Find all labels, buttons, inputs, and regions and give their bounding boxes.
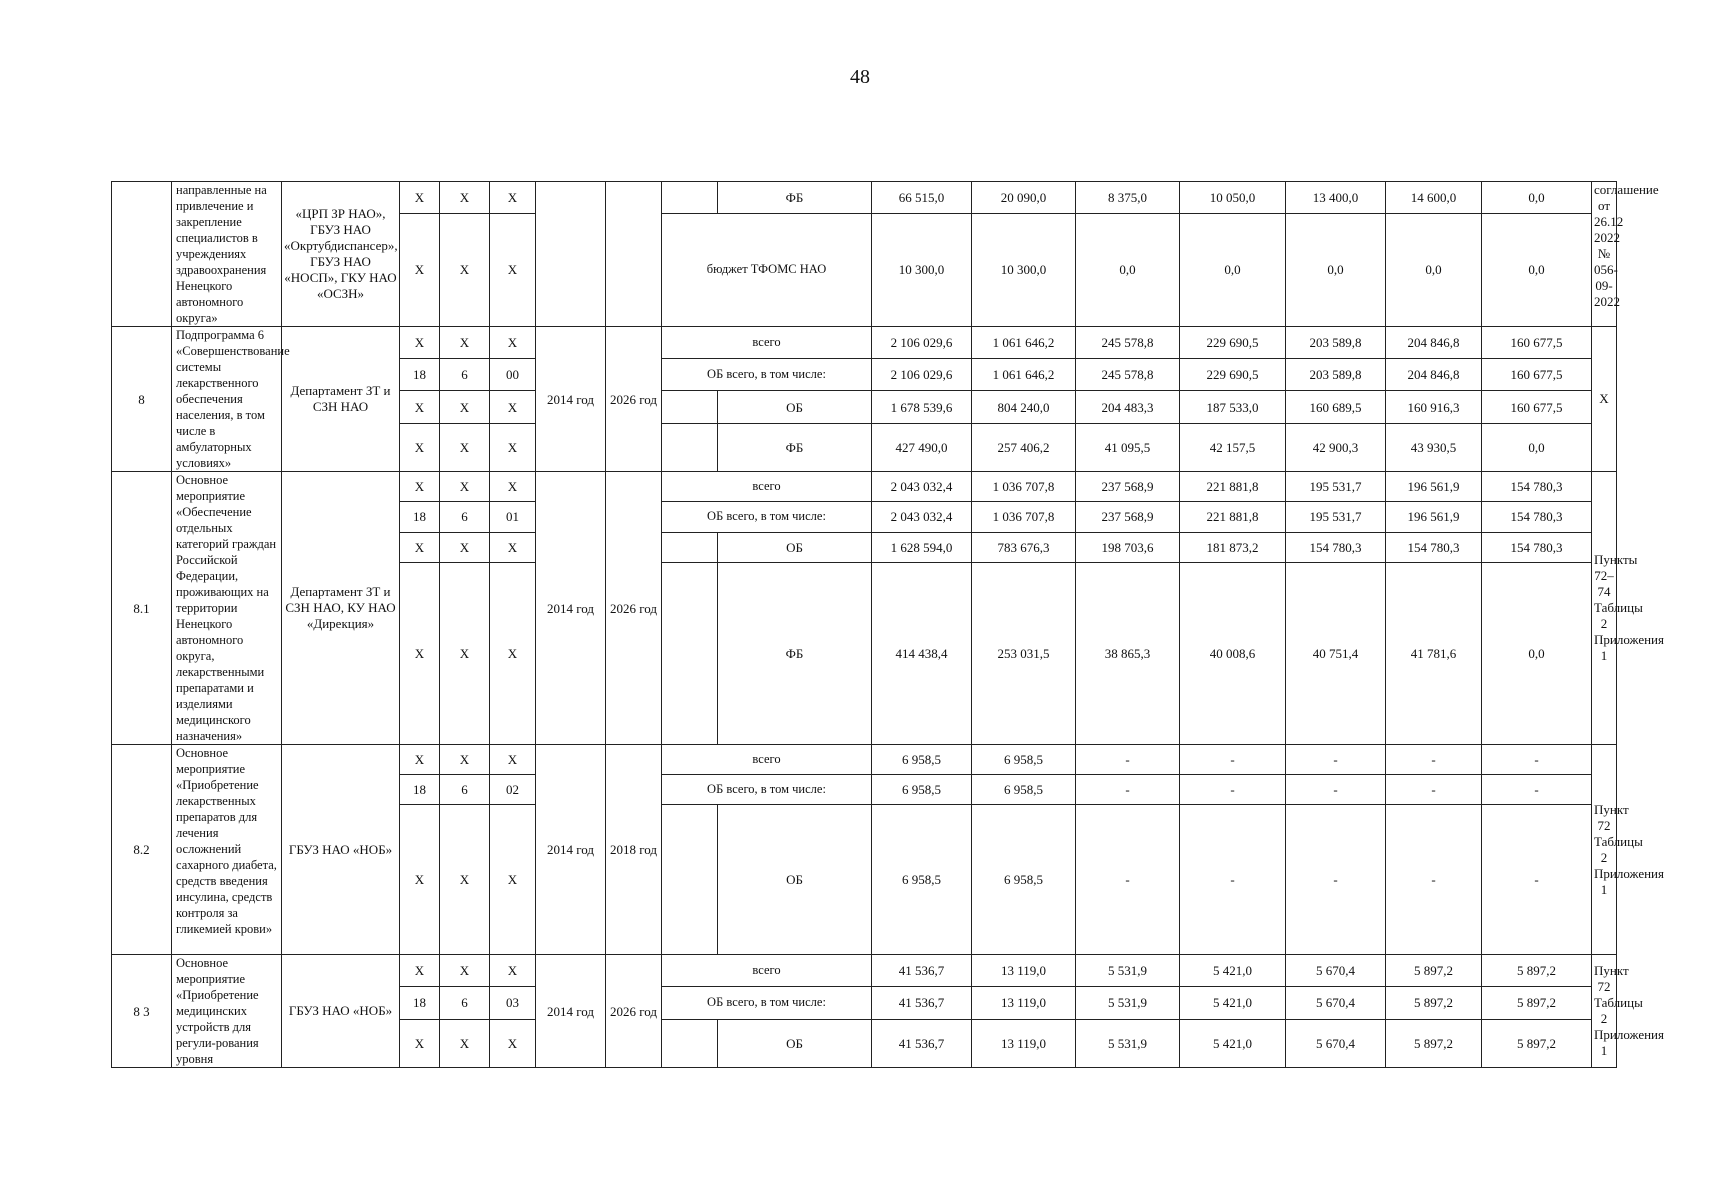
amount-y2024: 10 050,0 [1180,182,1286,214]
code-col-3: 01 [490,502,536,532]
section-note: Пункт 72 Таблицы 2 Приложения 1 [1592,745,1617,955]
amount-y2023: 0,0 [1076,213,1180,326]
amount-y2026b: 154 780,3 [1482,472,1592,502]
start-year: 2014 год [536,745,606,955]
amount-y2024: 229 690,5 [1180,327,1286,359]
code-col-2: Х [440,213,490,326]
source-blank [662,532,718,562]
code-col-1: Х [400,532,440,562]
code-col-2: Х [440,1019,490,1067]
amount-y2026a: 14 600,0 [1386,182,1482,214]
amount-y2022: 783 676,3 [972,532,1076,562]
section-executor: «ЦРП ЗР НАО», ГБУЗ НАО «Окртубдиспансер», ГБУЗ НАО «НОСП», ГКУ НАО «ОСЗН» [282,182,400,327]
amount-y2022: 10 300,0 [972,213,1076,326]
funding-source: ОБ всего, в том числе: [662,987,872,1019]
code-col-3: Х [490,955,536,987]
amount-y2025: 203 589,8 [1286,327,1386,359]
code-col-2: 6 [440,359,490,391]
funding-source: всего [662,955,872,987]
amount-y2025: 13 400,0 [1286,182,1386,214]
code-col-3: 03 [490,987,536,1019]
amount-y2023: 8 375,0 [1076,182,1180,214]
funding-source: всего [662,472,872,502]
amount-y2024: 5 421,0 [1180,1019,1286,1067]
code-col-3: Х [490,472,536,502]
code-col-3: Х [490,391,536,423]
amount-y2022: 804 240,0 [972,391,1076,423]
source-blank [662,562,718,744]
amount-y2025: 5 670,4 [1286,987,1386,1019]
amount-y2022: 13 119,0 [972,955,1076,987]
code-col-1: Х [400,745,440,775]
amount-y2023: 38 865,3 [1076,562,1180,744]
code-col-1: Х [400,213,440,326]
code-col-2: Х [440,955,490,987]
amount-y2026a: 204 846,8 [1386,359,1482,391]
end-year: 2026 год [606,472,662,745]
amount-y2022: 13 119,0 [972,1019,1076,1067]
section-name: Основное мероприятие «Приобретение медицинских устройств для регули-рования уровня [172,955,282,1068]
funding-source: ОБ всего, в том числе: [662,359,872,391]
amount-y2026a: 154 780,3 [1386,532,1482,562]
amount-total: 414 438,4 [872,562,972,744]
section-note: Пункты 72–74 Таблицы 2 Приложения 1 [1592,472,1617,745]
amount-y2022: 257 406,2 [972,423,1076,471]
funding-source: бюджет ТФОМС НАО [662,213,872,326]
amount-total: 66 515,0 [872,182,972,214]
amount-y2026b: 0,0 [1482,182,1592,214]
amount-total: 41 536,7 [872,1019,972,1067]
amount-y2025: 42 900,3 [1286,423,1386,471]
source-blank [662,1019,718,1067]
code-col-1: Х [400,472,440,502]
amount-y2026a: 204 846,8 [1386,327,1482,359]
amount-y2026b: 5 897,2 [1482,987,1592,1019]
amount-y2026a: 5 897,2 [1386,955,1482,987]
amount-y2026b: 5 897,2 [1482,955,1592,987]
amount-y2026a: 5 897,2 [1386,987,1482,1019]
amount-y2022: 6 958,5 [972,805,1076,955]
code-col-3: 00 [490,359,536,391]
amount-y2025: - [1286,745,1386,775]
code-col-3: Х [490,182,536,214]
amount-y2024: 229 690,5 [1180,359,1286,391]
amount-y2025: 5 670,4 [1286,1019,1386,1067]
amount-y2023: - [1076,805,1180,955]
code-col-2: Х [440,745,490,775]
amount-total: 1 628 594,0 [872,532,972,562]
amount-y2025: 0,0 [1286,213,1386,326]
section-number: 8.1 [112,472,172,745]
amount-total: 6 958,5 [872,775,972,805]
table-row [112,745,1617,775]
amount-y2022: 6 958,5 [972,745,1076,775]
start-year [536,182,606,327]
source-blank [662,423,718,471]
amount-y2023: 237 568,9 [1076,502,1180,532]
amount-total: 6 958,5 [872,805,972,955]
amount-y2023: 5 531,9 [1076,955,1180,987]
section-note: соглашение от 26.12 2022 № 056-09-2022 [1592,182,1617,327]
amount-y2023: - [1076,745,1180,775]
code-col-2: 6 [440,987,490,1019]
amount-y2024: - [1180,805,1286,955]
code-col-2: Х [440,805,490,955]
amount-y2023: 245 578,8 [1076,359,1180,391]
code-col-1: Х [400,423,440,471]
section-executor: Департамент ЗТ и СЗН НАО [282,327,400,472]
end-year [606,182,662,327]
section-number: 8 3 [112,955,172,1068]
amount-y2026b: 160 677,5 [1482,359,1592,391]
amount-total: 2 043 032,4 [872,472,972,502]
code-col-1: Х [400,562,440,744]
code-col-2: 6 [440,775,490,805]
code-col-1: Х [400,391,440,423]
section-note: Х [1592,327,1617,472]
section-name: направленные на привлечение и закрепление специалистов в учреждениях здравоохранения Ненецкого автономного округа» [172,182,282,327]
amount-y2024: 187 533,0 [1180,391,1286,423]
amount-y2026a: 5 897,2 [1386,1019,1482,1067]
section-name: Подпрограмма 6 «Совершенствование системы лекарственного обеспечения населения, в том числе в амбулаторных условиях» [172,327,282,472]
amount-y2025: - [1286,805,1386,955]
amount-y2024: 42 157,5 [1180,423,1286,471]
amount-total: 6 958,5 [872,745,972,775]
code-col-1: 18 [400,987,440,1019]
section-name: Основное мероприятие «Обеспечение отдельных категорий граждан Российской Федерации, проживающих на территории Ненецкого автономного округа, лекарственными препаратами и изделиями медицинского назначения» [172,472,282,745]
code-col-3: Х [490,423,536,471]
code-col-1: Х [400,805,440,955]
amount-y2023: - [1076,775,1180,805]
amount-y2022: 1 036 707,8 [972,472,1076,502]
amount-total: 2 106 029,6 [872,359,972,391]
amount-y2025: 195 531,7 [1286,472,1386,502]
amount-y2026b: 154 780,3 [1482,532,1592,562]
end-year: 2026 год [606,327,662,472]
amount-y2024: 5 421,0 [1180,987,1286,1019]
budget-table [111,181,1664,1068]
code-col-2: Х [440,562,490,744]
source-blank [662,805,718,955]
amount-y2024: 221 881,8 [1180,472,1286,502]
amount-y2026b: - [1482,745,1592,775]
amount-y2022: 253 031,5 [972,562,1076,744]
amount-total: 2 043 032,4 [872,502,972,532]
code-col-1: 18 [400,359,440,391]
amount-y2026b: 0,0 [1482,213,1592,326]
table-row [112,327,1617,359]
amount-y2025: 203 589,8 [1286,359,1386,391]
amount-y2026b: 0,0 [1482,423,1592,471]
amount-y2022: 13 119,0 [972,987,1076,1019]
page-number: 48 [850,66,870,88]
amount-y2024: 0,0 [1180,213,1286,326]
amount-y2023: 41 095,5 [1076,423,1180,471]
amount-y2024: 181 873,2 [1180,532,1286,562]
amount-y2023: 204 483,3 [1076,391,1180,423]
funding-source: всего [662,745,872,775]
amount-y2022: 6 958,5 [972,775,1076,805]
code-col-3: 02 [490,775,536,805]
amount-y2024: 40 008,6 [1180,562,1286,744]
amount-y2026b: 160 677,5 [1482,391,1592,423]
start-year: 2014 год [536,955,606,1068]
amount-y2026b: 5 897,2 [1482,1019,1592,1067]
amount-y2022: 1 061 646,2 [972,359,1076,391]
funding-source: ФБ [718,562,872,744]
code-col-1: 18 [400,775,440,805]
amount-y2025: 195 531,7 [1286,502,1386,532]
amount-y2025: 5 670,4 [1286,955,1386,987]
code-col-3: Х [490,213,536,326]
amount-y2026a: 196 561,9 [1386,472,1482,502]
amount-y2023: 5 531,9 [1076,987,1180,1019]
table-row [112,472,1617,502]
amount-y2026b: 0,0 [1482,562,1592,744]
section-executor: Департамент ЗТ и СЗН НАО, КУ НАО «Дирекция» [282,472,400,745]
section-number [112,182,172,327]
code-col-1: Х [400,1019,440,1067]
table-row [112,182,1617,214]
source-blank [662,391,718,423]
amount-total: 2 106 029,6 [872,327,972,359]
amount-y2026a: 196 561,9 [1386,502,1482,532]
amount-y2023: 237 568,9 [1076,472,1180,502]
amount-y2023: 245 578,8 [1076,327,1180,359]
code-col-3: Х [490,1019,536,1067]
amount-y2026a: 160 916,3 [1386,391,1482,423]
start-year: 2014 год [536,327,606,472]
funding-source: ОБ всего, в том числе: [662,502,872,532]
start-year: 2014 год [536,472,606,745]
amount-y2025: - [1286,775,1386,805]
section-executor: ГБУЗ НАО «НОБ» [282,955,400,1068]
code-col-1: Х [400,955,440,987]
amount-y2026b: - [1482,775,1592,805]
code-col-2: Х [440,532,490,562]
code-col-2: Х [440,423,490,471]
code-col-3: Х [490,745,536,775]
amount-y2025: 154 780,3 [1286,532,1386,562]
funding-source: ФБ [718,423,872,471]
funding-source: ОБ всего, в том числе: [662,775,872,805]
amount-y2023: 198 703,6 [1076,532,1180,562]
end-year: 2026 год [606,955,662,1068]
amount-total: 41 536,7 [872,955,972,987]
amount-y2026a: - [1386,775,1482,805]
amount-y2023: 5 531,9 [1076,1019,1180,1067]
code-col-1: Х [400,182,440,214]
amount-y2025: 160 689,5 [1286,391,1386,423]
amount-y2026b: - [1482,805,1592,955]
amount-y2024: 5 421,0 [1180,955,1286,987]
code-col-2: Х [440,472,490,502]
code-col-2: Х [440,391,490,423]
code-col-1: 18 [400,502,440,532]
code-col-2: 6 [440,502,490,532]
section-number: 8 [112,327,172,472]
code-col-3: Х [490,327,536,359]
amount-y2025: 40 751,4 [1286,562,1386,744]
amount-y2026b: 160 677,5 [1482,327,1592,359]
table-row [112,955,1617,987]
amount-y2026a: 43 930,5 [1386,423,1482,471]
funding-source: ОБ [718,391,872,423]
funding-source: всего [662,327,872,359]
funding-source: ОБ [718,805,872,955]
end-year: 2018 год [606,745,662,955]
amount-y2024: - [1180,775,1286,805]
code-col-1: Х [400,327,440,359]
code-col-2: Х [440,182,490,214]
code-col-3: Х [490,532,536,562]
amount-y2026a: 0,0 [1386,213,1482,326]
amount-total: 427 490,0 [872,423,972,471]
amount-y2022: 1 036 707,8 [972,502,1076,532]
code-col-3: Х [490,805,536,955]
amount-y2022: 20 090,0 [972,182,1076,214]
section-note: Пункт 72 Таблицы 2 Приложения 1 [1592,955,1617,1068]
amount-y2026a: - [1386,805,1482,955]
section-number: 8.2 [112,745,172,955]
code-col-2: Х [440,327,490,359]
section-name: Основное мероприятие «Приобретение лекарственных препаратов для лечения осложнений сахарного диабета, средств введения инсулина, средств контроля за гликемией крови» [172,745,282,955]
amount-y2026b: 154 780,3 [1482,502,1592,532]
source-blank [662,182,718,214]
section-executor: ГБУЗ НАО «НОБ» [282,745,400,955]
funding-source: ФБ [718,182,872,214]
amount-y2024: 221 881,8 [1180,502,1286,532]
funding-source: ОБ [718,532,872,562]
code-col-3: Х [490,562,536,744]
amount-total: 1 678 539,6 [872,391,972,423]
amount-y2022: 1 061 646,2 [972,327,1076,359]
amount-total: 41 536,7 [872,987,972,1019]
amount-y2026a: 41 781,6 [1386,562,1482,744]
amount-total: 10 300,0 [872,213,972,326]
funding-source: ОБ [718,1019,872,1067]
amount-y2024: - [1180,745,1286,775]
amount-y2026a: - [1386,745,1482,775]
